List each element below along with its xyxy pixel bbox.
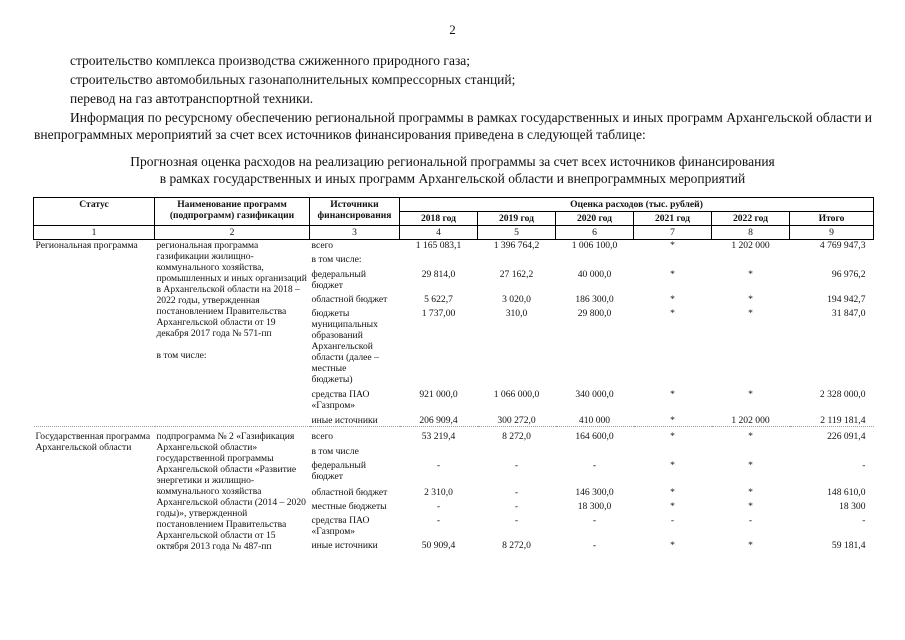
value-cell: *: [748, 460, 753, 472]
value-cell: *: [670, 415, 675, 426]
value-cell: *: [670, 486, 675, 498]
header-year: 2021 год: [634, 212, 712, 226]
source-cell: областной бюджет: [311, 486, 388, 498]
value-cell: 146 300,0: [575, 486, 614, 498]
source-cell: областной бюджет: [311, 294, 388, 305]
total-cell: 18 300: [839, 501, 866, 513]
value-cell: -: [592, 460, 597, 472]
value-cell: 1 006 100,0: [571, 240, 618, 251]
header-row: [34, 198, 874, 212]
value-cell: *: [748, 486, 753, 498]
value-cell: 206 909,4: [419, 415, 458, 426]
value-cell: -: [436, 515, 441, 527]
bullet-line: строительство комплекса производства сжиженного природного газа;: [70, 53, 471, 68]
value-cell: 300 272,0: [497, 415, 536, 426]
bullet-line: строительство автомобильных газонаполнительных компрессорных станций;: [70, 72, 516, 87]
source-cell: всего: [311, 431, 334, 442]
value-cell: 2 310,0: [424, 486, 453, 498]
value-cell: 310,0: [505, 308, 528, 319]
value-cell: 1 165 083,1: [415, 240, 462, 251]
value-cell: 340 000,0: [575, 389, 614, 400]
value-cell: *: [670, 294, 675, 305]
source-cell: средства ПАО «Газпром»: [311, 389, 370, 411]
source-cell: средства ПАО «Газпром»: [311, 515, 370, 538]
header-year: 2019 год: [478, 212, 556, 226]
program-name: региональная программа газификации жилищно-коммунального хозяйства, промышленных и иных организаций в Архангельской области на 2018 – 2022 годы, утвержденная постановлением Правительства Архангельской области от 19 декабря 2017 года № 571-пп: [156, 240, 307, 339]
column-number: 5: [478, 226, 556, 240]
source-cell: местные бюджеты: [311, 501, 387, 513]
header-sources: Источники финансирования: [310, 198, 400, 226]
bullet-line: перевод на газ автотранспортной техники.: [70, 91, 314, 106]
value-cell: 50 909,4: [421, 540, 456, 552]
value-cell: 1 202 000: [731, 415, 770, 426]
source-cell: бюджеты муниципальных образований Архангельской области (далее – местные бюджеты): [311, 308, 379, 385]
budget-table: [33, 197, 874, 552]
value-cell: 8 272,0: [502, 431, 531, 442]
header-total: Итого: [790, 212, 874, 226]
total-cell: 4 769 947,3: [819, 240, 866, 251]
header-year: 2018 год: [400, 212, 478, 226]
column-number: 8: [712, 226, 790, 240]
value-cell: 53 219,4: [421, 431, 456, 442]
value-cell: 29 814,0: [421, 269, 456, 280]
total-cell: 96 976,2: [831, 269, 866, 280]
header-status: Статус: [34, 198, 155, 226]
total-cell: 226 091,4: [827, 431, 866, 442]
value-cell: 1 396 764,2: [493, 240, 540, 251]
value-cell: *: [670, 389, 675, 400]
value-cell: *: [748, 501, 753, 513]
column-number: 3: [310, 226, 400, 240]
value-cell: 3 020,0: [502, 294, 531, 305]
total-cell: 194 942,7: [827, 294, 866, 305]
value-cell: 29 800,0: [577, 308, 612, 319]
value-cell: *: [748, 389, 753, 400]
value-cell: 164 600,0: [575, 431, 614, 442]
status-cell: Государственная программа Архангельской области: [35, 431, 151, 453]
header-estimate: Оценка расходов (тыс. рублей): [400, 198, 874, 212]
value-cell: *: [670, 431, 675, 442]
total-cell: 148 610,0: [827, 486, 866, 498]
total-cell: -: [862, 515, 866, 527]
status-cell: Региональная программа: [35, 240, 138, 251]
table-row: [34, 240, 874, 252]
page-number: 2: [449, 22, 456, 37]
value-cell: -: [436, 460, 441, 472]
value-cell: 1 202 000: [731, 240, 770, 251]
value-cell: *: [670, 540, 675, 552]
value-cell: *: [670, 501, 675, 513]
column-number: 1: [34, 226, 155, 240]
source-cell: в том числе: [311, 445, 359, 457]
header-name: Наименование программ (подпрограмм) газификации: [155, 198, 310, 226]
program-name-cell: подпрограмма № 2 «Газификация Архангельской области» государственной программы Архангельской области «Развитие энергетики и жилищно-коммунального хозяйства Архангельской области (2014 – 2020 годы)», утвержденной постановлением Правительства Архангельской области от 15 октября 2013 года № 487-пп: [156, 431, 306, 552]
header-year: 2022 год: [712, 212, 790, 226]
value-cell: -: [514, 486, 519, 498]
total-cell: -: [862, 460, 866, 472]
value-cell: *: [670, 308, 675, 319]
source-cell: в том числе:: [311, 254, 362, 265]
total-cell: 31 847,0: [831, 308, 866, 319]
value-cell: 18 300,0: [577, 501, 612, 513]
value-cell: 8 272,0: [502, 540, 531, 552]
program-name-note: в том числе:: [156, 350, 207, 361]
table-caption: [0, 153, 905, 187]
table-caption-line: в рамках государственных и иных программ Архангельской области и внепрограммных мероприятий: [159, 171, 746, 186]
total-cell: 2 119 181,4: [820, 415, 866, 426]
value-cell: *: [748, 308, 753, 319]
source-cell: иные источники: [311, 415, 378, 426]
column-number-row: [34, 226, 874, 240]
column-number: 2: [155, 226, 310, 240]
value-cell: -: [436, 501, 441, 513]
source-cell: федеральный бюджет: [311, 460, 367, 483]
total-cell: 2 328 000,0: [819, 389, 866, 400]
value-cell: 1 737,00: [421, 308, 456, 319]
value-cell: *: [670, 240, 675, 251]
value-cell: -: [514, 515, 519, 527]
value-cell: *: [748, 431, 753, 442]
value-cell: 5 622,7: [424, 294, 453, 305]
column-number: 6: [556, 226, 634, 240]
value-cell: -: [670, 515, 675, 527]
intro-paragraph: Информация по ресурсному обеспечению региональной программы в рамках государственных и иных программ Архангельской области и внепрограммных мероприятий за счет всех источников финансирования приведена в следующей таблице:: [34, 110, 872, 142]
source-cell: федеральный бюджет: [311, 269, 367, 291]
value-cell: -: [592, 540, 597, 552]
source-cell: иные источники: [311, 540, 378, 552]
value-cell: 186 300,0: [575, 294, 614, 305]
value-cell: -: [592, 515, 597, 527]
value-cell: *: [748, 294, 753, 305]
total-cell: 59 181,4: [831, 540, 866, 552]
value-cell: -: [514, 501, 519, 513]
table-caption-line: Прогнозная оценка расходов на реализацию региональной программы за счет всех источников финансирования: [130, 154, 775, 169]
value-cell: 921 000,0: [419, 389, 458, 400]
value-cell: -: [748, 515, 753, 527]
table-row: [34, 431, 874, 443]
source-cell: всего: [311, 240, 334, 251]
column-number: 4: [400, 226, 478, 240]
column-number: 9: [790, 226, 874, 240]
value-cell: *: [670, 269, 675, 280]
value-cell: 27 162,2: [499, 269, 534, 280]
value-cell: -: [514, 460, 519, 472]
value-cell: *: [748, 540, 753, 552]
program-name-cell: [155, 240, 310, 427]
value-cell: *: [748, 269, 753, 280]
value-cell: *: [670, 460, 675, 472]
value-cell: 1 066 000,0: [493, 389, 540, 400]
column-number: 7: [634, 226, 712, 240]
value-cell: 410 000: [578, 415, 611, 426]
header-year: 2020 год: [556, 212, 634, 226]
value-cell: 40 000,0: [577, 269, 612, 280]
